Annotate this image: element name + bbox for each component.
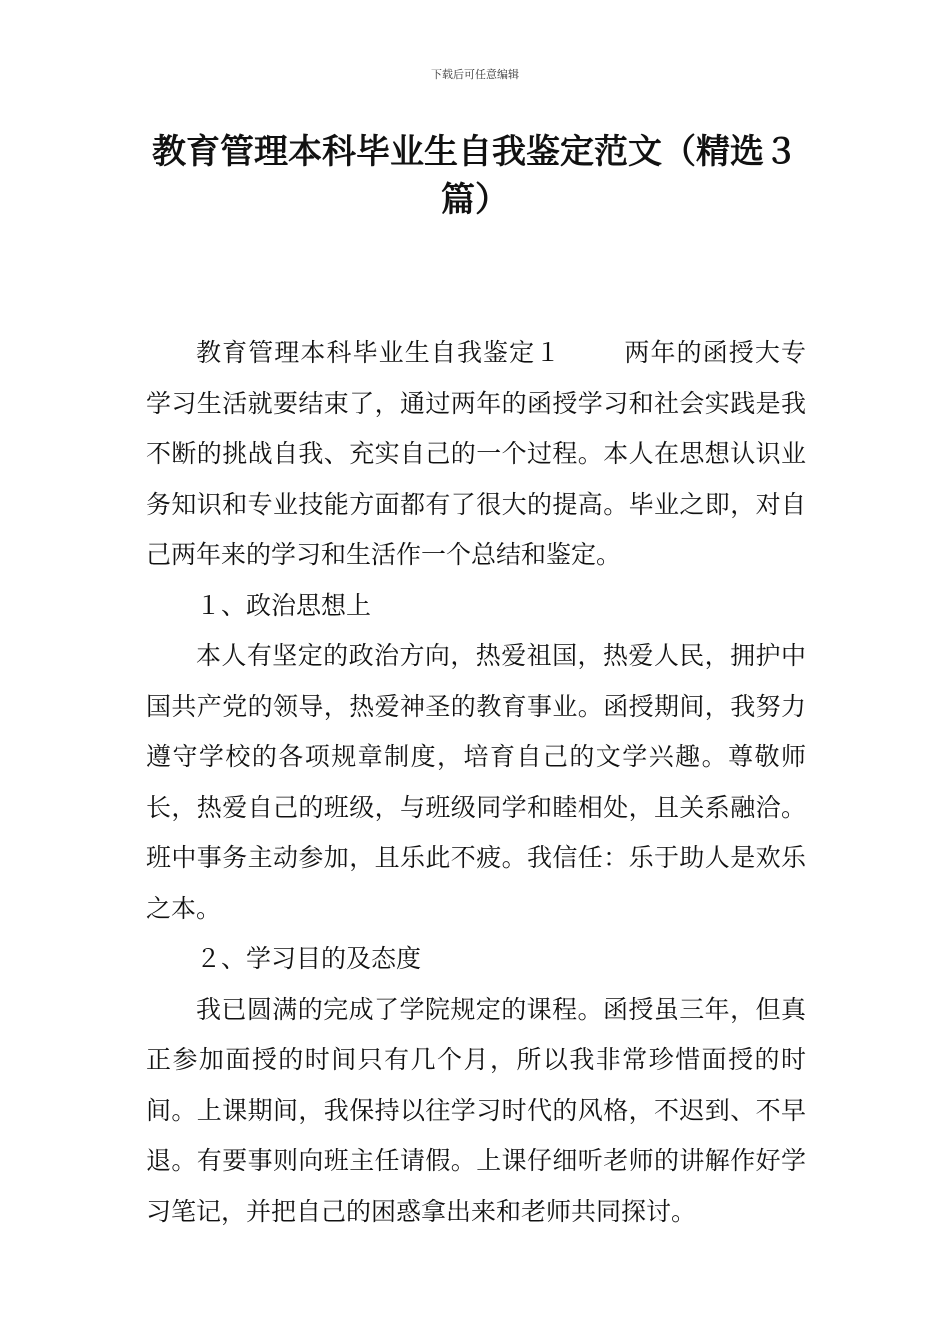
section-heading-1: 教育管理本科毕业生自我鉴定１ <box>196 338 562 367</box>
paragraph-political: 本人有坚定的政治方向，热爱祖国，热爱人民，拥护中国共产党的领导，热爱神圣的教育事业。函授期间，我努力遵守学校的各项规章制度，培育自己的文学兴趣。尊敬师长，热爱自己的班级，与班级同学和睦相处，且关系融洽。班中事务主动参加，且乐此不疲。我信任：乐于助人是欢乐之本。 <box>146 641 806 923</box>
paragraph-study: 我已圆满的完成了学院规定的课程。函授虽三年，但真正参加面授的时间只有几个月，所以我非常珍惜面授的时间。上课期间，我保持以往学习时代的风格，不迟到、不早退。有要事则向班主任请假。上课仔细听老师的讲解作好学习笔记，并把自己的困惑拿出来和老师共同探讨。 <box>146 994 806 1226</box>
paragraph-intro <box>146 328 806 581</box>
paragraph-intro-text: 两年的函授大专学习生活就要结束了，通过两年的函授学习和社会实践是我不断的挑战自我、充实自己的一个过程。本人在思想认识业务知识和专业技能方面都有了很大的提高。毕业之即，对自己两年来的学习和生活作一个总结和鉴定。 <box>146 338 806 569</box>
subheading-study: ２、学习目的及态度 <box>196 944 422 973</box>
document-title: 教育管理本科毕业生自我鉴定范文（精选３篇） <box>152 132 798 220</box>
header-note: 下载后可任意编辑 <box>431 68 519 81</box>
subheading-political: １、政治思想上 <box>196 590 372 620</box>
document-body <box>146 328 806 1237</box>
